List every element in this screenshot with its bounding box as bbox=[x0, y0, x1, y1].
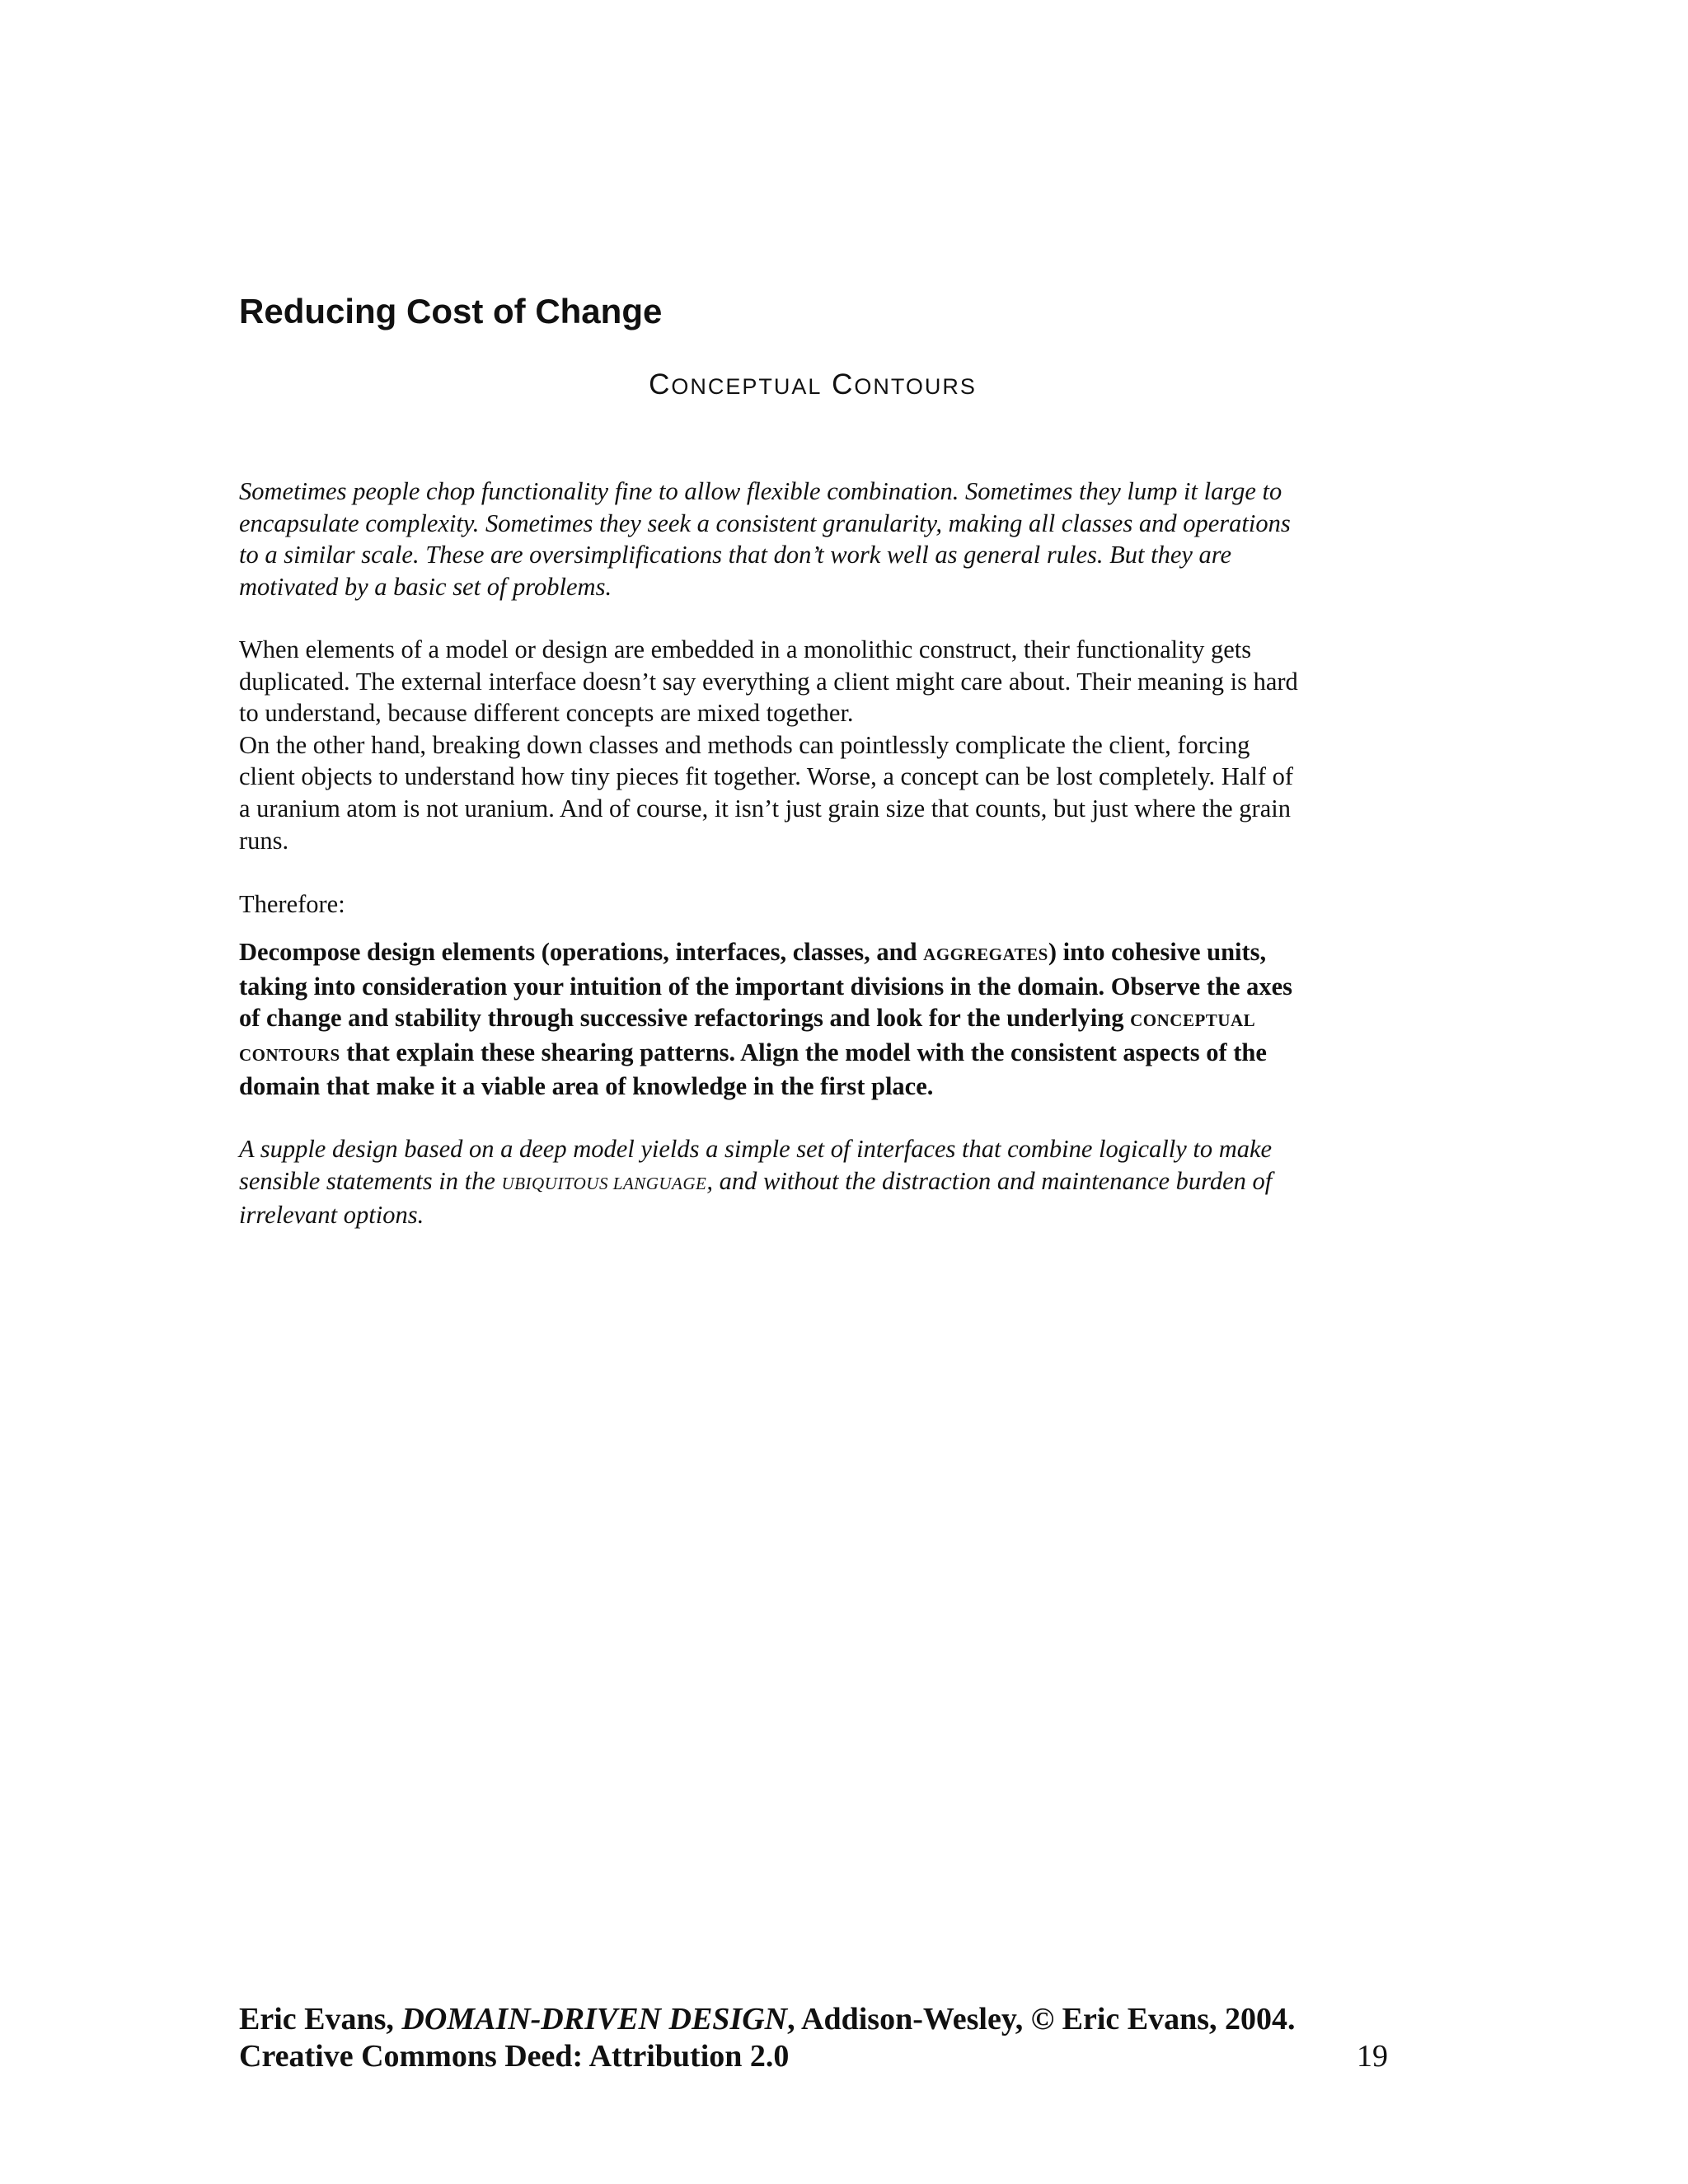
intro-line: to a similar scale. These are oversimplifications that don’t work well as general rules. But they are bbox=[239, 541, 1232, 569]
solution-line: domain that make it a viable area of knowledge in the first place. bbox=[239, 1072, 934, 1101]
pattern-title bbox=[0, 367, 1625, 405]
footer-author: Eric Evans, bbox=[239, 2002, 402, 2036]
footer-book-title: DOMAIN-DRIVEN DESIGN bbox=[401, 2002, 788, 2036]
footer-citation bbox=[239, 2001, 1393, 2038]
pattern-reference-aggregates: AGGREGATES bbox=[923, 944, 1048, 964]
problem-line: On the other hand, breaking down classes and methods can pointlessly complicate the client, forcing bbox=[239, 730, 1250, 759]
resulting-line bbox=[239, 1165, 1401, 1200]
pattern-reference-ubiquitous-language: UBIQUITOUS LANGUAGE bbox=[501, 1173, 707, 1193]
solution-line bbox=[239, 1037, 1401, 1071]
footer-publisher: , Addison-Wesley, © Eric Evans, 2004. bbox=[787, 2002, 1296, 2036]
problem-line: client objects to understand how tiny pieces fit together. Worse, a concept can be lost completely. Half of bbox=[239, 762, 1294, 791]
page-footer bbox=[239, 2001, 1393, 2075]
resulting-context-paragraph bbox=[239, 1133, 1401, 1231]
problem-line: duplicated. The external interface doesn’t say everything a client might care about. Their meaning is hard bbox=[239, 667, 1298, 696]
intro-line: motivated by a basic set of problems. bbox=[239, 572, 612, 601]
problem-line: runs. bbox=[239, 826, 289, 855]
intro-line: Sometimes people chop functionality fine to allow flexible combination. Sometimes they lump it large to bbox=[239, 477, 1282, 505]
problem-line: a uranium atom is not uranium. And of course, it isn’t just grain size that counts, but just where the grain bbox=[239, 794, 1291, 823]
pattern-title-initial-1: C bbox=[649, 368, 672, 401]
pattern-reference-contours: CONTOURS bbox=[239, 1044, 340, 1065]
solution-line bbox=[239, 936, 1401, 971]
solution-paragraph bbox=[239, 936, 1401, 1103]
solution-text: ) into cohesive units, bbox=[1048, 938, 1267, 966]
resulting-line: A supple design based on a deep model yields a simple set of interfaces that combine logically to make bbox=[239, 1135, 1273, 1163]
pattern-reference-conceptual: CONCEPTUAL bbox=[1130, 1010, 1256, 1031]
solution-text: of change and stability through successive refactorings and look for the underlying bbox=[239, 1004, 1131, 1033]
intro-paragraph bbox=[239, 476, 1401, 602]
intro-line: encapsulate complexity. Sometimes they seek a consistent granularity, making all classes and operations bbox=[239, 509, 1291, 537]
footer-license: Creative Commons Deed: Attribution 2.0 bbox=[239, 2039, 790, 2074]
pattern-title-rest-1: ONCEPTUAL bbox=[671, 374, 823, 399]
solution-text: Decompose design elements (operations, interfaces, classes, and bbox=[239, 938, 924, 966]
pattern-title-initial-2: C bbox=[832, 368, 855, 401]
resulting-text: sensible statements in the bbox=[239, 1166, 502, 1195]
page-number: 19 bbox=[1357, 2039, 1388, 2074]
section-heading: Reducing Cost of Change bbox=[239, 292, 663, 330]
resulting-text: , and without the distraction and maintenance burden of bbox=[706, 1166, 1273, 1195]
pattern-title-rest-2: ONTOURS bbox=[854, 374, 977, 399]
problem-paragraph bbox=[239, 634, 1401, 856]
problem-line: to understand, because different concepts are mixed together. bbox=[239, 699, 854, 728]
solution-line: taking into consideration your intuition of the important divisions in the domain. Observe the axes bbox=[239, 972, 1293, 1001]
therefore-label: Therefore: bbox=[239, 890, 345, 918]
solution-line bbox=[239, 1002, 1401, 1037]
problem-line: When elements of a model or design are embedded in a monolithic construct, their functionality gets bbox=[239, 635, 1252, 663]
resulting-line: irrelevant options. bbox=[239, 1201, 424, 1230]
solution-text: that explain these shearing patterns. Align the model with the consistent aspects of the bbox=[340, 1038, 1267, 1066]
